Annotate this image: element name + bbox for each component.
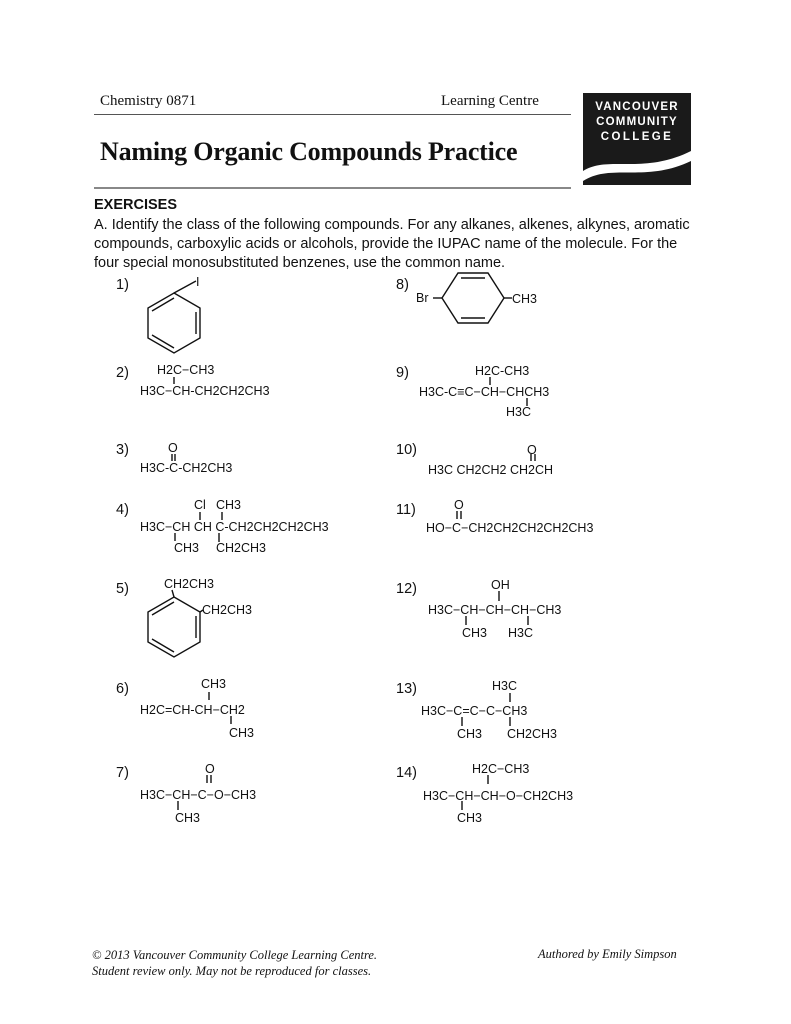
s4-ethyl-bottom: CH2CH3	[216, 541, 267, 555]
s13-main: H3C−C=C−C−CH3	[421, 704, 528, 718]
s7-bottom: CH3	[175, 811, 201, 825]
question-number: 3)	[116, 442, 129, 458]
s7-main: H3C−CH−C−O−CH3	[140, 788, 257, 802]
page-title: Naming Organic Compounds Practice	[100, 137, 518, 166]
s14-top: H2C−CH3	[472, 762, 530, 776]
question-number: 10)	[396, 442, 417, 458]
s6-main: H2C=CH-CH−CH2	[140, 703, 245, 717]
question-number: 5)	[116, 581, 129, 597]
question-number: 2)	[116, 365, 129, 381]
structure-8-ring	[433, 273, 512, 323]
s12-main: H3C−CH−CH−CH−CH3	[428, 603, 562, 617]
structure-5-ring	[148, 590, 203, 657]
s10-main: H3C CH2CH2 CH2CH	[428, 463, 554, 477]
logo-line-2: COMMUNITY	[596, 116, 678, 128]
s4-chlorine: Cl	[194, 498, 206, 512]
s14-bottom: CH3	[457, 811, 483, 825]
s3-main: H3C-C-CH2CH3	[140, 461, 233, 475]
notice-line: Student review only. May not be reproduced for classes.	[92, 964, 372, 978]
s14-main: H3C−CH−CH−O−CH2CH3	[423, 789, 574, 803]
s4-methyl-bottom: CH3	[174, 541, 200, 555]
learning-centre-label: Learning Centre	[441, 93, 539, 109]
s8-bromine: Br	[416, 291, 429, 305]
s9-main: H3C-C≡C−CH−CHCH3	[419, 385, 550, 399]
s11-main: HO−C−CH2CH2CH2CH2CH3	[426, 521, 594, 535]
course-name: Chemistry 0871	[100, 93, 197, 109]
copyright-line: © 2013 Vancouver Community College Learning Centre.	[92, 948, 378, 962]
s10-oxygen: O	[527, 443, 537, 457]
logo-line-1: VANCOUVER	[595, 101, 679, 113]
s2-top: H2C−CH3	[157, 363, 215, 377]
footer-author: Authored by Emily Simpson	[538, 947, 677, 961]
s9-bottom: H3C	[506, 405, 532, 419]
question-number: 8)	[396, 277, 409, 293]
s4-main: H3C−CH CH C-CH2CH2CH2CH3	[140, 520, 329, 534]
s5-top: CH2CH3	[164, 577, 215, 591]
s12-bottom-1: CH3	[462, 626, 488, 640]
question-number: 7)	[116, 765, 129, 781]
s1-substituent: I	[196, 275, 200, 289]
question-number: 6)	[116, 681, 129, 697]
s12-hydroxyl: OH	[491, 578, 510, 592]
s3-oxygen: O	[168, 441, 178, 455]
s2-main: H3C−CH-CH2CH2CH3	[140, 384, 270, 398]
s7-oxygen: O	[205, 762, 215, 776]
s8-methyl: CH3	[512, 292, 538, 306]
question-number: 14)	[396, 765, 417, 781]
s13-top: H3C	[492, 679, 518, 693]
logo-line-3: COLLEGE	[600, 131, 674, 143]
question-number: 1)	[116, 277, 129, 293]
s6-bottom: CH3	[229, 726, 255, 740]
question-number: 9)	[396, 365, 409, 381]
question-number: 13)	[396, 681, 417, 697]
s13-bottom-2: CH2CH3	[507, 727, 558, 741]
s6-top: CH3	[201, 677, 227, 691]
question-number: 11)	[396, 502, 416, 518]
s13-bottom-1: CH3	[457, 727, 483, 741]
s5-side: CH2CH3	[202, 603, 253, 617]
question-number: 4)	[116, 502, 129, 518]
footer-copyright	[92, 947, 377, 979]
question-number: 12)	[396, 581, 417, 597]
s4-methyl-top: CH3	[216, 498, 242, 512]
s9-top: H2C-CH3	[475, 364, 530, 378]
instructions: A. Identify the class of the following compounds. For any alkanes, alkenes, alkynes, aromatic compounds, carboxylic acids or alcohols, provide the IUPAC name of the molecule. For the four special monosubstituted benzenes, use the common name.	[94, 217, 690, 271]
s12-bottom-2: H3C	[508, 626, 534, 640]
structure-1-ring	[148, 281, 200, 353]
s11-oxygen: O	[454, 498, 464, 512]
exercises-heading: EXERCISES	[94, 197, 177, 213]
